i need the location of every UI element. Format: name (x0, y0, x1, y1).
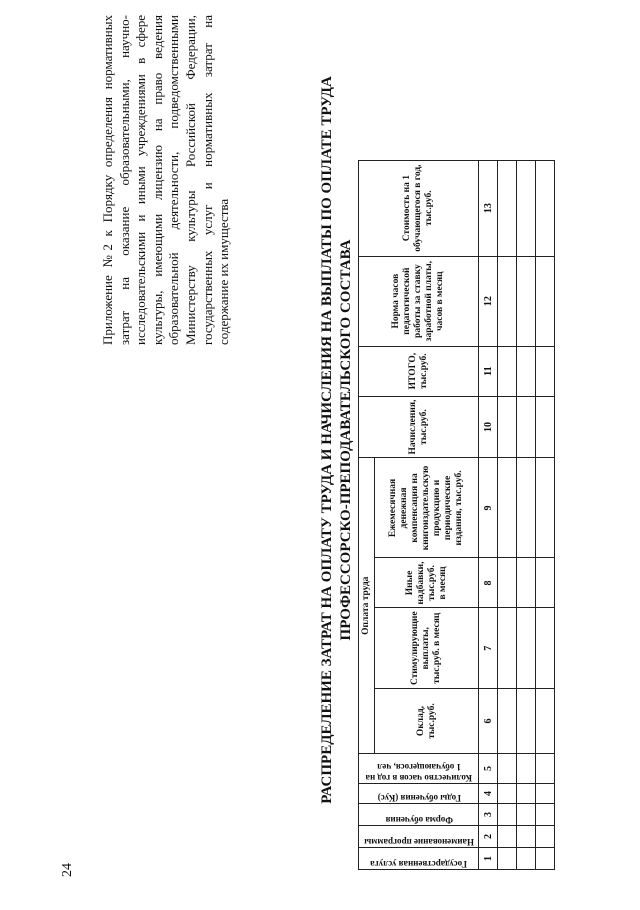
col-header-7: Стимулирующие выплаты, тыс.руб. в месяц (375, 608, 479, 689)
col-number: 2 (479, 826, 498, 848)
col-header-10: Начисления, тыс.руб. (359, 396, 479, 458)
page-number: 24 (60, 863, 75, 877)
col-header-2: Наименование программы (359, 826, 479, 848)
table-title-line1: РАСПРЕДЕЛЕНИЕ ЗАТРАТ НА ОПЛАТУ ТРУДА И НАЧИСЛЕНИЯ НА ВЫПЛАТЫ ПО ОПЛАТЕ ТРУДА (319, 76, 335, 804)
col-header-12: Норма часов педагогической работы за ставку заработной платы, часов в месяц (359, 256, 479, 346)
table-row (498, 160, 517, 869)
col-number: 11 (479, 346, 498, 396)
col-header-3: Форма обучения (359, 804, 479, 826)
group-header-pay: Оплата труда (359, 458, 375, 754)
col-header-8: Иные надбавки, тыс.руб. в месяц (375, 558, 479, 608)
col-header-9: Ежемесячная денежная компенсация на книгоиздательскую продукцию и периодические издания, тыс.руб. (375, 458, 479, 558)
col-number: 4 (479, 784, 498, 804)
col-number: 12 (479, 256, 498, 346)
col-header-4: Годы обучения (Кус) (359, 784, 479, 804)
table-title-line2: ПРОФЕССОРСКО-ПРЕПОДАВАТЕЛЬСКОГО СОСТАВА (338, 239, 354, 641)
table-row (536, 160, 555, 869)
col-header-6: Оклад, тыс.руб. (375, 689, 479, 754)
appendix-note: Приложение №2 к Порядку определения нормативных затрат на оказание образовательными, научно-исследовательскими и иными учреждениями в сфере культуры, имеющими лицензию на право ведения образовательной деятельности, подведомственными Министерству культуры Российской Федерации, государственных услуг и нормативных затрат на содержание их имущества (100, 15, 232, 345)
col-header-5: Количество часов в год на 1 обучающегося, чел (359, 754, 479, 784)
col-number: 6 (479, 689, 498, 754)
col-number: 1 (479, 848, 498, 870)
col-number: 3 (479, 804, 498, 826)
table-row (517, 160, 536, 869)
col-header-1: Государственная услуга (359, 848, 479, 870)
col-header-11: ИТОГО, тыс.руб. (359, 346, 479, 396)
col-number: 13 (479, 160, 498, 256)
col-number: 10 (479, 396, 498, 458)
col-number: 8 (479, 558, 498, 608)
col-number: 7 (479, 608, 498, 689)
cost-distribution-table (358, 160, 555, 870)
column-number-row (479, 160, 498, 869)
col-number: 9 (479, 458, 498, 558)
col-header-13: Стоимость на 1 обучающегося в год, тыс.руб. (359, 160, 479, 256)
col-number: 5 (479, 754, 498, 784)
